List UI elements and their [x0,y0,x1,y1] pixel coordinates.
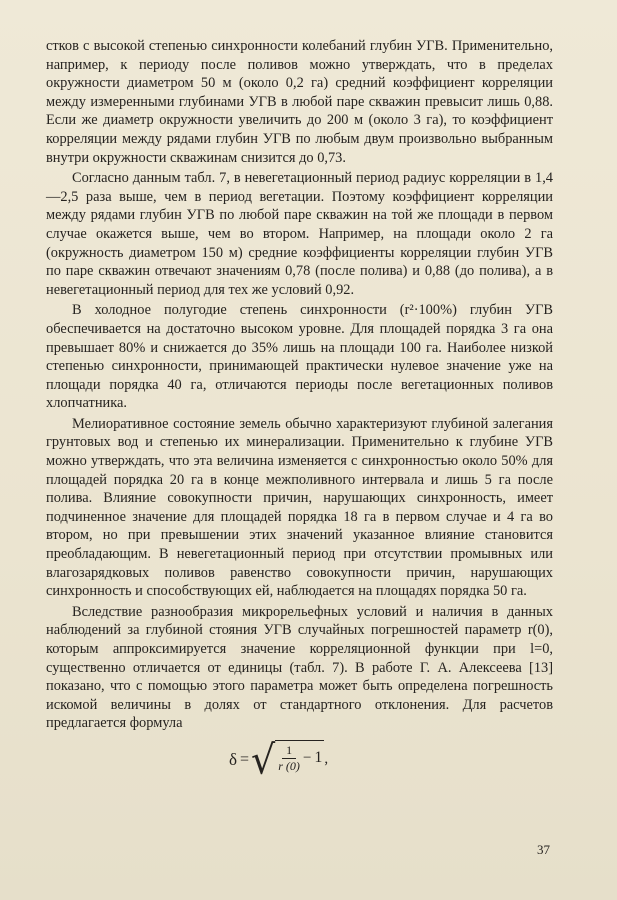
page-text-block [46,37,553,784]
fraction [278,743,300,774]
formula [46,736,553,784]
page-number: 37 [537,842,550,857]
fraction-denominator: r (0) [278,758,300,773]
paragraph-reclamation-state: Мелиоративное состояние земель обычно характеризуют глубиной залегания грунтовых вод и степенью их минерализации. Применительно к глубине УГВ можно утверждать, что эта величина изменяется с синхронностью около 50% для площадей порядка 20 га в конце межполивного интервала и лишь 5 га после полива. Влияние совокупности причин, нарушающих синхронность, имеет подчиненное значение для площадей порядка 18 га в первом случае и 4 га во втором, но при превышении этих значений указанное влияние становится преобладающим. В невегетационный период при отсутствии промывных или влагозарядковых поливов равенство совокупности причин, нарушающих синхронность и способствующих ей, наблюдается на площадях порядка 50 га. [46,415,553,600]
formula-comma: , [324,751,329,768]
formula-equals: = [240,750,250,768]
formula-lhs: δ [229,749,238,769]
formula-rhs-term: 1 [314,749,323,767]
paragraph-microrelief: Вследствие разнообразия микрорельефных условий и наличия в данных наблюдений за глубиной стояния УГВ случайных погрешностей параметр r(0), которым аппроксимируется значение корреляционной функции при l=0, существенно отличается от единицы (табл. 7). В работе Г. А. Алексеева [13] показано, что с помощью этого параметра может быть определена погрешность искомой величины в долях от стандартного отклонения. Для расчетов предлагается формула [46,603,553,732]
paragraph-correlation-radius: Согласно данным табл. 7, в невегетационный период радиус корреляции в 1,4—2,5 раза выше, чем в период вегетации. Поэтому коэффициент корреляции между рядами глубин УГВ по любой паре скважин на той же площади в первом случае окажется выше, чем во втором. Например, на площади около 2 га (окружность диаметром 150 м) средние коэффициенты корреляции глубин УГВ по паре скважин отвечают значениям 0,78 (после полива) и 0,88 (до полива), а в невегетационный период для тех же условий 0,92. [46,170,553,298]
paragraph-cold-season: В холодное полугодие степень синхронности (r²·100%) глубин УГВ обеспечивается на достаточно высоком уровне. Для площадей порядка 3 га она превышает 80% и снижается до 35% лишь на площади 100 га. Наиболее низкой степенью синхронности, принимающей практически нулевое значение уже на площади порядка 40 га, отличаются периоды после вегетационных поливов хлопчатника. [46,302,553,412]
formula-minus: − [302,749,312,766]
fraction-numerator: 1 [282,743,296,759]
paragraph-continuation: стков с высокой степенью синхронности колебаний глубин УГВ. Применительно, например, к периоду после поливов можно утверждать, что в пределах окружности диаметром 50 м (около 0,2 га) средний коэффициент корреляции между измеренными глубинами УГВ в любой паре скважин превысит лишь 0,88. Если же диаметр окружности увеличить до 200 м (около 3 га), то коэффициент корреляции между рядами глубин УГВ по любым двум произвольно выбранным внутри окружности скважинам снизится до 0,73. [46,38,553,166]
sqrt-sign: √ [251,736,276,784]
radicand [275,740,324,774]
